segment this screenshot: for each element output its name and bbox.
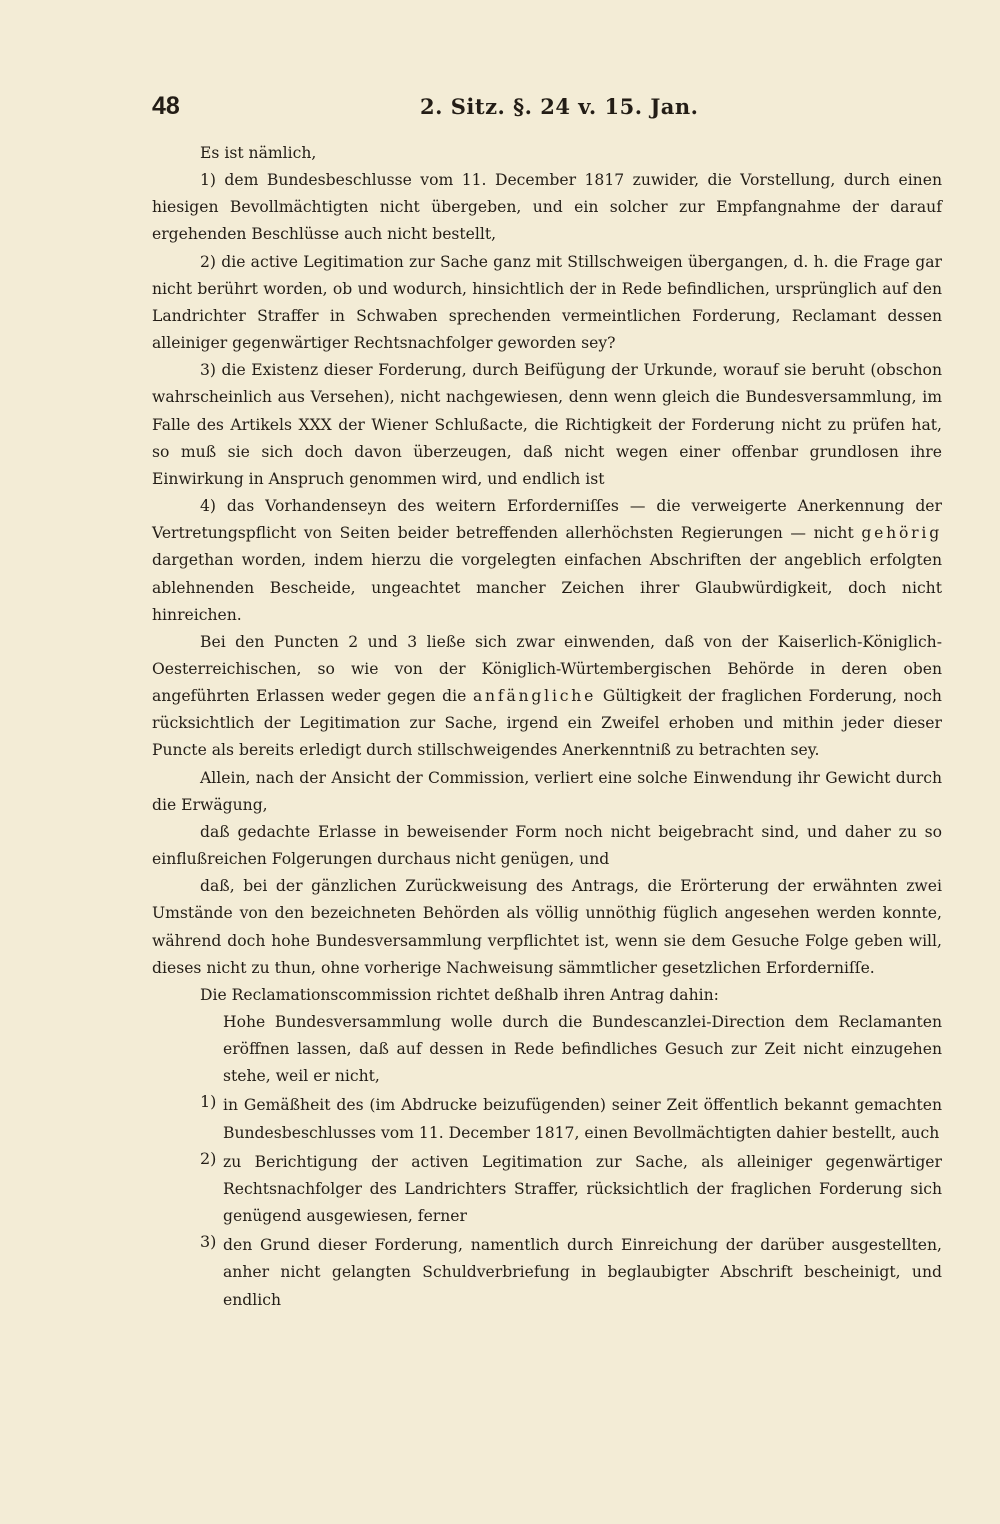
paragraph-point-4: [152, 493, 942, 629]
list-item: [152, 1232, 942, 1313]
paragraph: daß gedachte Erlasse in beweisender Form noch nicht beigebracht sind, und daher zu so einflußreichen Folgerungen durchaus nicht genügen, und: [152, 822, 942, 869]
text-run: dargethan worden, indem hierzu die vorgelegten einfachen Abschriften der angeblich erfolgten ablehnenden Bescheide, ungeachtet mancher Zeichen ihrer Glaubwürdigkeit, doch nicht hinreichen.: [152, 551, 942, 624]
list-item-text: in Gemäßheit des (im Abdrucke beizufügenden) seiner Zeit öffentlich bekannt gemachten Bundesbeschlusses vom 11. December 1817, einen Bevollmächtigten dahier bestellt, auch: [223, 1096, 942, 1142]
paragraph-point-3: 3) die Existenz dieser Forderung, durch Beifügung der Urkunde, worauf sie beruht (obschon wahrscheinlich aus Versehen), nicht nachgewiesen, denn wenn gleich die Bundesversammlung, im Falle des Artikels XXX der Wiener Schlußacte, die Richtigkeit der Forderung nicht zu prüfen hat, so muß sie sich doch davon überzeugen, daß nicht wegen einer offenbar grundlosen ihre Einwirkung in Anspruch genommen wird, und endlich ist: [152, 361, 942, 488]
paragraph-point-2: 2) die active Legitimation zur Sache ganz mit Stillschweigen übergangen, d. h. die Frage gar nicht berührt worden, ob und wodurch, hinsichtlich der in Rede befindlichen, ursprünglich auf den Landrichter Straffer in Schwaben sprechenden vermeintlichen Forderung, Reclamant dessen alleiniger gegenwärtiger Rechtsnachfolger geworden sey?: [152, 252, 942, 353]
paragraph: daß, bei der gänzlichen Zurückweisung des Antrags, die Erörterung der erwähnten zwei Umstände von den bezeichneten Behörden als völlig unnöthig füglich angesehen werden konnte, während doch hohe Bundesversammlung verpflichtet ist, wenn sie dem Gesuche Folge geben will, dieses nicht zu thun, ohne vorherige Nachweisung sämmtlicher gesetzlichen Erforderniſſe.: [152, 877, 942, 977]
list-item-number: 3): [200, 1232, 217, 1252]
paragraph: [152, 629, 942, 765]
motion-paragraph: Hohe Bundesversammlung wolle durch die Bundescanzlei-Direction dem Reclamanten eröffnen lassen, daß auf dessen in Rede befindliches Gesuch zur Zeit nicht einzugehen stehe, weil er nicht,: [223, 1013, 942, 1086]
running-head: 2. Sitz. §. 24 v. 15. Jan.: [420, 94, 699, 119]
body-text: [152, 140, 942, 1314]
list-item-text: den Grund dieser Forderung, namentlich durch Einreichung der darüber ausgestellten, anher nicht gelangten Schuldverbriefung in beglaubigter Abschrift bescheinigt, und endlich: [223, 1236, 942, 1309]
list-item-number: 1): [200, 1092, 217, 1112]
text-run: Bei den Puncten 2 und 3 ließe sich zwar einwenden, daß von der Kaiserlich-Königlich-Oesterreichischen, so wie von der Königlich-Würtembergischen Behörde in deren oben angeführten Erlassen weder gegen die: [152, 632, 942, 706]
paragraph: Die Reclamationscommission richtet deßhalb ihren Antrag dahin:: [200, 985, 719, 1004]
text-run: 4) das Vorhandenseyn des weitern Erforderniſſes — die verweigerte Anerkennung der Vertretungspflicht von Seiten beider betreffenden allerhöchsten Regierungen — nicht: [152, 497, 942, 543]
paragraph-point-1: 1) dem Bundesbeschlusse vom 11. December 1817 zuwider, die Vorstellung, durch einen hiesigen Bevollmächtigten nicht übergeben, und ein solcher zur Empfangnahme der darauf ergehenden Beschlüsse auch nicht bestellt,: [152, 171, 942, 244]
emphasized-text: anfängliche: [472, 687, 597, 706]
emphasized-text: gehörig: [861, 524, 942, 543]
text-run: Gültigkeit der fraglichen Forderung, noch rücksichtlich der Legitimation zur Sache, irgend ein Zweifel erhoben und mithin jeder dieser Puncte als bereits erledigt durch stillschweigendes Anerkenntniß zu betrachten sey.: [152, 687, 942, 760]
list-item: [152, 1149, 942, 1230]
list-item-text: zu Berichtigung der activen Legitimation zur Sache, als alleiniger gegenwärtiger Rechtsnachfolger des Landrichters Straffer, rücksichtlich der fraglichen Forderung sich genügend ausgewiesen, ferner: [223, 1152, 942, 1226]
page-header: [0, 92, 1000, 132]
paragraph: Allein, nach der Ansicht der Commission, verliert eine solche Einwendung ihr Gewicht durch die Erwägung,: [152, 768, 942, 814]
list-item: [152, 1092, 942, 1146]
page-number: 48: [152, 92, 180, 120]
paragraph: Es ist nämlich,: [200, 144, 317, 162]
list-item-number: 2): [200, 1148, 217, 1168]
